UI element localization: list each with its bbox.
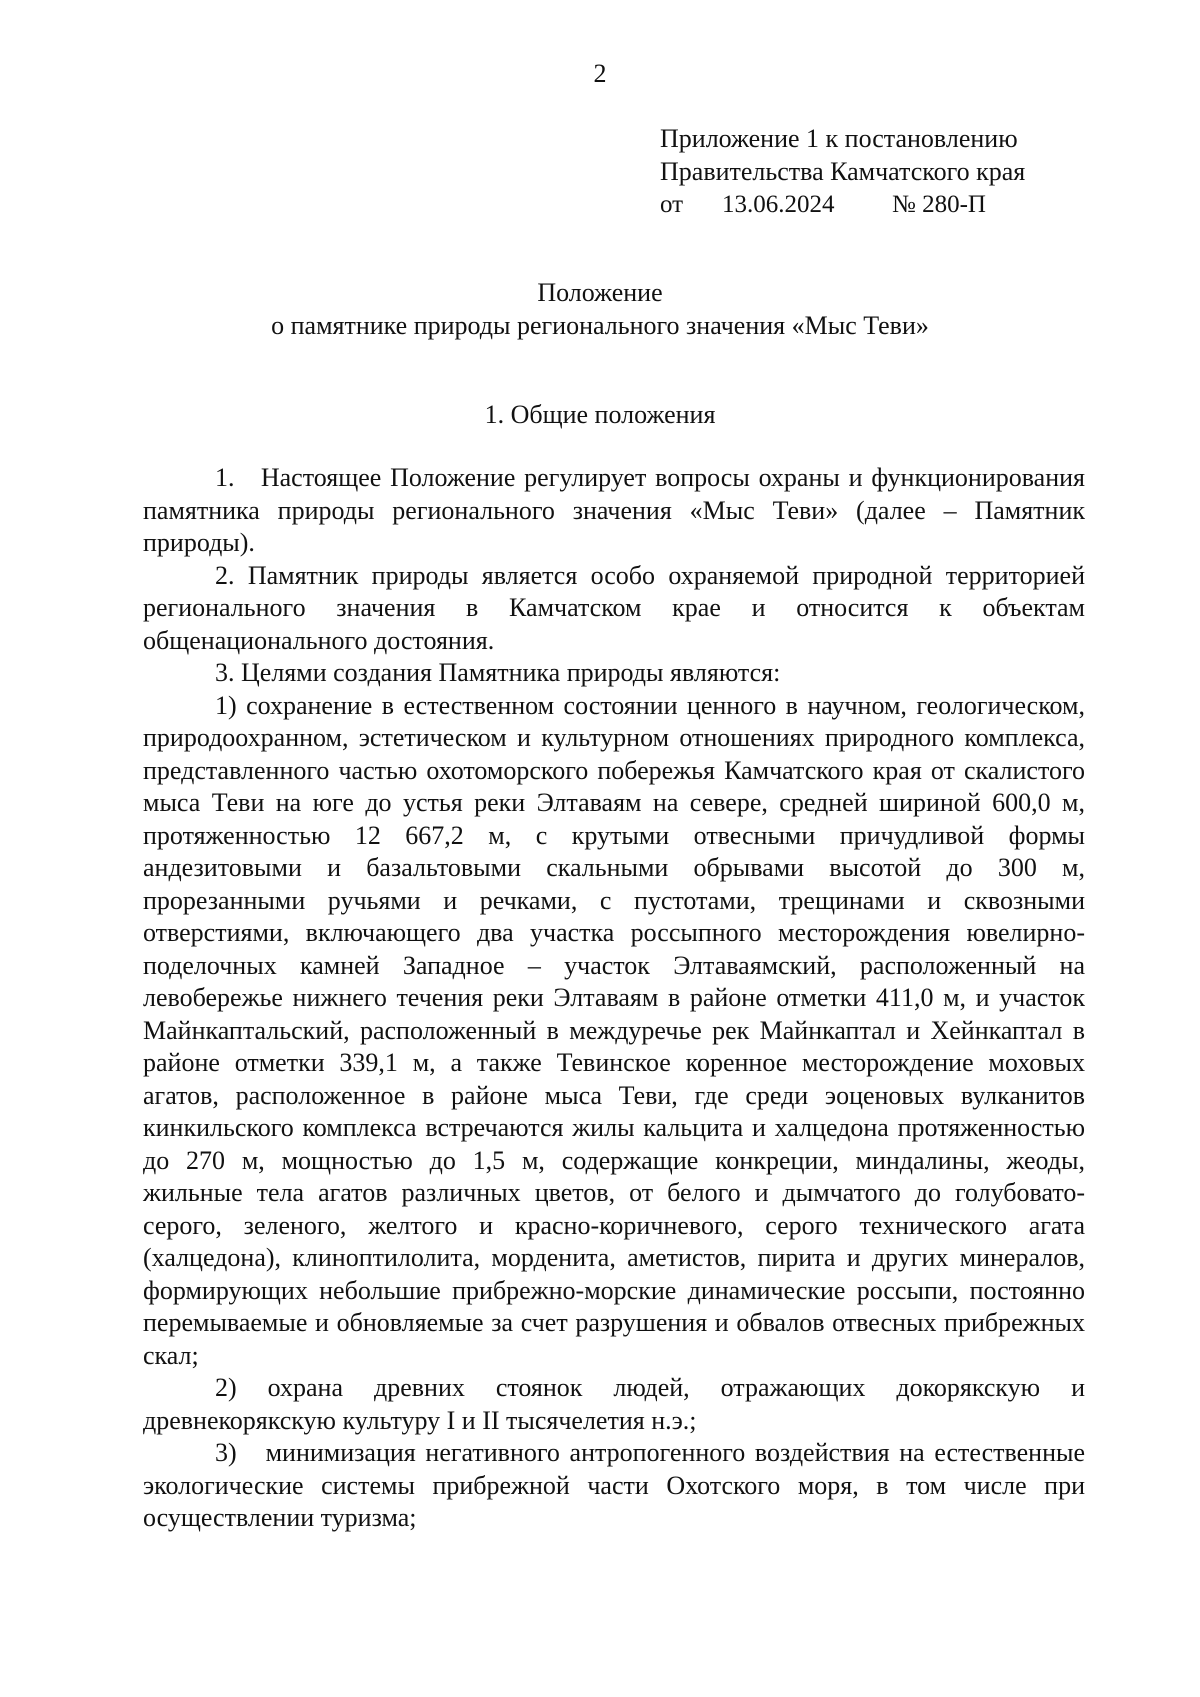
appendix-header bbox=[660, 122, 1180, 221]
appendix-date: 13.06.2024 bbox=[722, 191, 835, 218]
body-text bbox=[143, 462, 1085, 1535]
paragraph-3-item-3: 3) минимизация негативного антропогенного воздействия на естественные экологические системы прибрежной части Охотского моря, в том числе при осуществлении туризма; bbox=[143, 1438, 1085, 1532]
appendix-line-1: Приложение 1 к постановлению bbox=[660, 124, 1018, 153]
section-heading: 1. Общие положения bbox=[484, 400, 716, 429]
paragraph-1: 1. Настоящее Положение регулирует вопросы охраны и функционирования памятника природы регионального значения «Мыс Теви» (далее – Памятник природы). bbox=[143, 463, 1085, 557]
appendix-from-label: от bbox=[660, 191, 684, 218]
document-subtitle: о памятнике природы регионального значения «Мыс Теви» bbox=[271, 311, 929, 340]
appendix-line-2: Правительства Камчатского края bbox=[660, 157, 1026, 186]
appendix-number: № 280-П bbox=[892, 191, 986, 218]
page-number: 2 bbox=[593, 59, 607, 88]
document-title-block bbox=[0, 276, 1200, 342]
paragraph-3: 3. Целями создания Памятника природы являются: bbox=[215, 658, 781, 687]
appendix-date-row bbox=[660, 188, 1180, 221]
paragraph-2: 2. Памятник природы является особо охраняемой природной территорией регионального значения в Камчатском крае и относится к объектам общенационального достояния. bbox=[143, 560, 1085, 655]
document-title: Положение bbox=[537, 278, 663, 307]
paragraph-3-item-1: 1) сохранение в естественном состоянии ценного в научном, геологическом, природоохранном, эстетическом и культурном отношениях природного комплекса, представленного частью охотоморского побережья Камчатского края от скалистого мыса Теви на юге до устья реки Элтаваям на севере, средней шириной 600,0 м, протяженностью 12 667,2 м, с крутыми отвесными причудливой формы андезитовыми и базальтовыми скальными обрывами высотой до 300 м, прорезанными ручьями и речками, с пустотами, трещинами и сквозными отверстиями, включающего два участка россыпного месторождения ювелирно-поделочных камней Западное – участок Элтаваямский, расположенный на левобережье нижнего течения реки Элтаваям в районе отметки 411,0 м, и участок Майнкаптальский, расположенный в междуречье рек Майнкаптал и Хейнкаптал в районе отметки 339,1 м, а также Тевинское коренное месторождение моховых агатов, расположенное в районе мыса Теви, где среди эоценовых вулканитов кинкильского комплекса встречаются жилы кальцита и халцедона протяженностью до 270 м, мощностью до 1,5 м, содержащие конкреции, миндалины, жеоды, жильные тела агатов различных цветов, от белого и дымчатого до голубовато-серого, зеленого, желтого и красно-коричневого, серого технического агата (халцедона), клиноптилолита, морденита, аметистов, пирита и других минералов, формирующих небольшие прибрежно-морские динамические россыпи, постоянно перемываемые и обновляемые за счет разрушения и обвалов отвесных прибрежных скал; bbox=[143, 690, 1085, 1370]
paragraph-3-item-2: 2) охрана древних стоянок людей, отражающих докорякскую и древнекорякскую культуру I и II тысячелетия н.э.; bbox=[143, 1373, 1085, 1435]
